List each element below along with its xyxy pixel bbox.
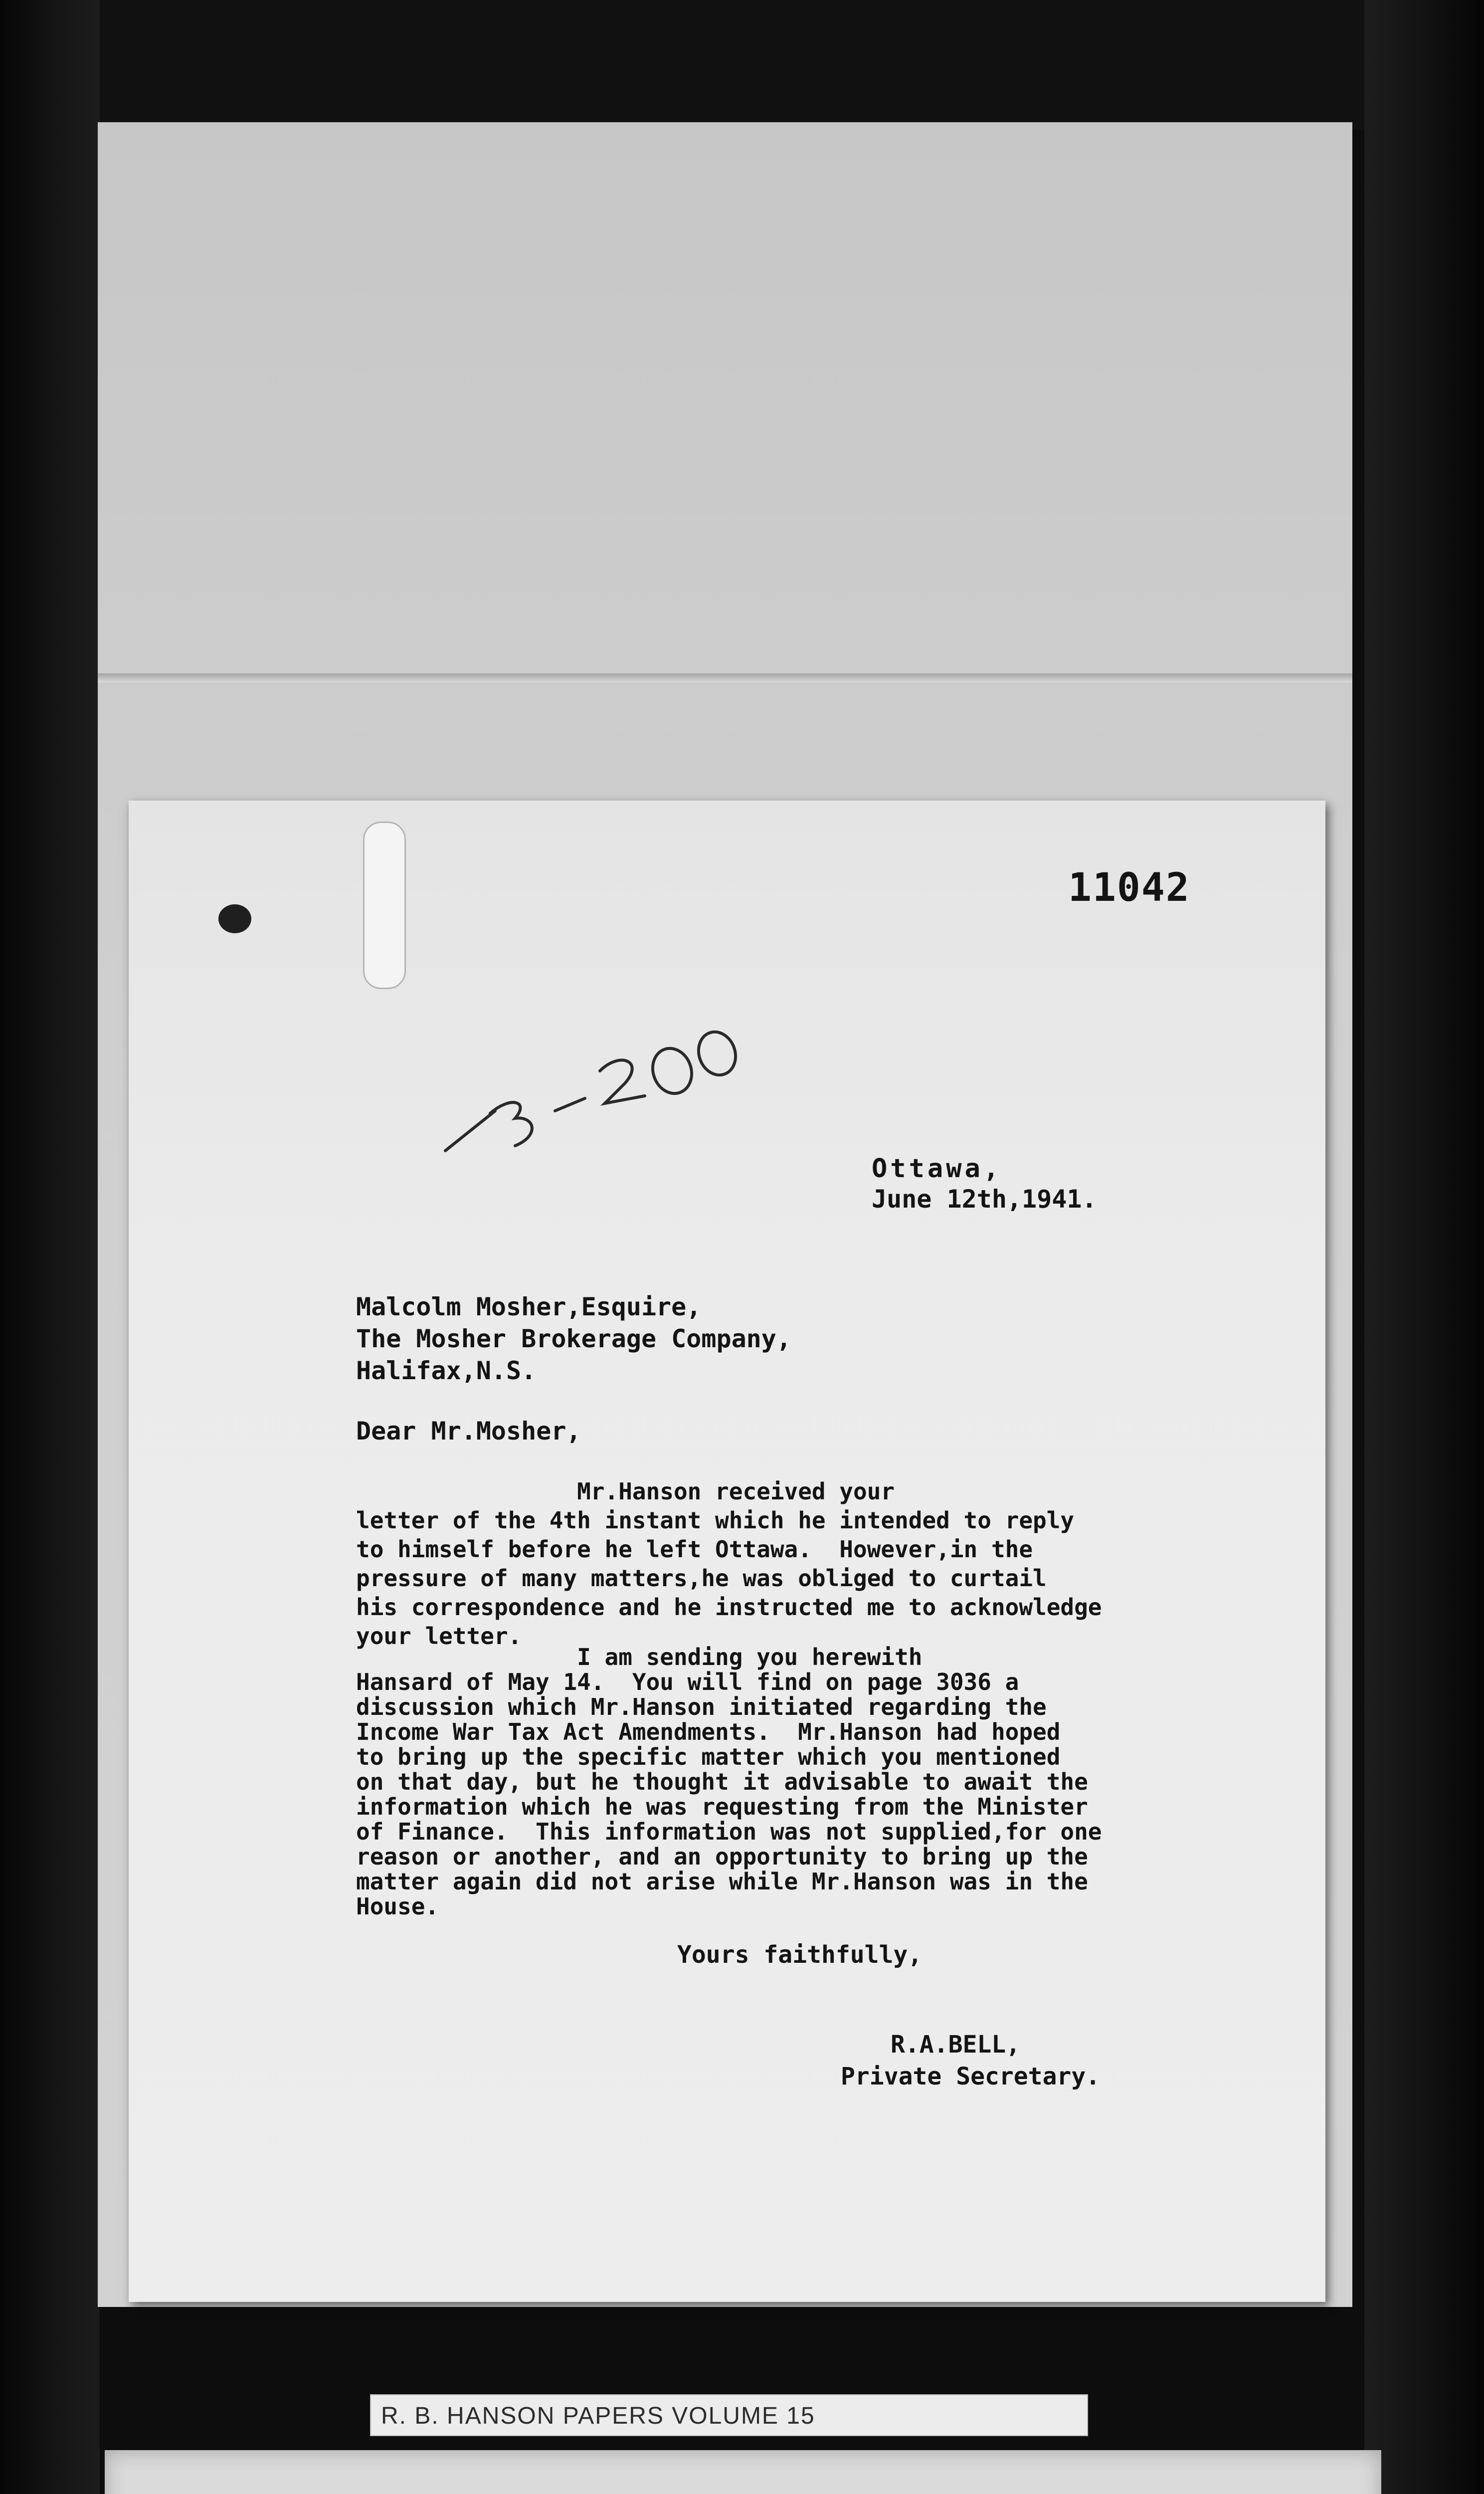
recipient-line: Halifax,N.S.	[356, 1356, 537, 1385]
letter-page	[129, 801, 1325, 2302]
paper-clip-tab	[363, 822, 406, 989]
document-number: 11042	[1068, 865, 1190, 910]
film-border-top	[0, 0, 1484, 130]
body-line: matter again did not arise while Mr.Hanson was in the	[356, 1868, 1088, 1895]
body-line: your letter.	[356, 1623, 522, 1650]
body-line: to bring up the specific matter which you mentioned	[356, 1743, 1061, 1770]
handwritten-annotation	[435, 996, 794, 1176]
body-line: pressure of many matters,he was obliged to curtail	[356, 1565, 1047, 1592]
archive-stamp	[105, 2450, 1381, 2494]
backing-fold-line	[98, 673, 1352, 682]
film-border-right	[1364, 0, 1484, 2494]
body-line: information which he was requesting from the Minister	[356, 1793, 1088, 1820]
closing: Yours faithfully,	[677, 1941, 923, 1969]
volume-label: R. B. HANSON PAPERS VOLUME 15	[370, 2394, 1088, 2436]
recipient-line: Malcolm Mosher,Esquire,	[356, 1292, 702, 1321]
body-line: House.	[356, 1893, 439, 1920]
body-line: his correspondence and he instructed me to acknowledge	[356, 1594, 1102, 1621]
body-line: on that day, but he thought it advisable to await the	[356, 1768, 1088, 1795]
body-line: Hansard of May 14. You will find on page 3036 a	[356, 1668, 1019, 1695]
body-line: to himself before he left Ottawa. However,in the	[356, 1536, 1033, 1563]
body-line: of Finance. This information was not supplied,for one	[356, 1818, 1102, 1845]
body-line: I am sending you herewith	[356, 1644, 923, 1670]
body-line: reason or another, and an opportunity to bring up the	[356, 1843, 1088, 1870]
letter-place: Ottawa,	[872, 1154, 1002, 1184]
body-line: letter of the 4th instant which he intended to reply	[356, 1507, 1075, 1534]
signer-title: Private Secretary.	[841, 2063, 1101, 2090]
recipient-line: The Mosher Brokerage Company,	[356, 1324, 791, 1353]
film-border-left	[0, 0, 100, 2494]
signer-name: R.A.BELL,	[891, 2031, 1021, 2059]
salutation: Dear Mr.Mosher,	[356, 1417, 581, 1446]
body-line: Mr.Hanson received your	[356, 1478, 895, 1505]
body-line: discussion which Mr.Hanson initiated regarding the	[356, 1693, 1047, 1720]
punch-hole	[218, 904, 251, 933]
letter-date: June 12th,1941.	[872, 1185, 1097, 1214]
body-line: Income War Tax Act Amendments. Mr.Hanson had hoped	[356, 1718, 1061, 1745]
